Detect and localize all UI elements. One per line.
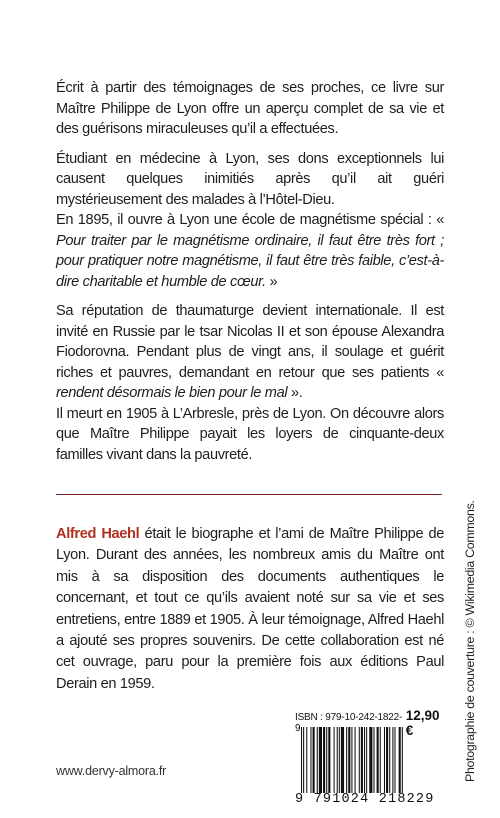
price-label: 12,90 € (405, 708, 440, 738)
author-name: Alfred Haehl (56, 526, 140, 542)
barcode-bar (313, 727, 315, 793)
blurb-paragraph (56, 78, 444, 140)
blurb-paragraph (56, 149, 444, 211)
barcode-bar (334, 727, 335, 793)
barcode-bar (373, 727, 374, 793)
barcode-bar (339, 727, 340, 793)
isbn-label: ISBN : 979-10-242-1822-9 (295, 712, 403, 734)
barcode-bar (386, 727, 388, 793)
barcode-bar (348, 727, 350, 793)
barcode-bar (377, 727, 379, 793)
blurb-paragraph (56, 404, 444, 466)
barcode-bar (355, 727, 356, 793)
barcode-bar (310, 727, 311, 793)
barcode-bar (366, 727, 367, 793)
bio-paragraph (56, 524, 444, 695)
barcode-bar (328, 727, 330, 793)
blurb-text: Il meurt en 1905 à L’Arbresle, près de Lyon. On découvre alors que Maître Philippe payait les loyers de cinquante-deux familles vivant dans la pauvreté. (56, 405, 444, 463)
barcode-bar (402, 727, 403, 793)
barcode-bar (301, 727, 302, 793)
barcode-bar (319, 727, 322, 793)
barcode-bar (384, 727, 385, 793)
back-cover-blurb (56, 78, 444, 465)
blurb-text: En 1895, il ouvre à Lyon une école de magnétisme spécial : « (56, 212, 444, 228)
barcode-digits: 9 791024 218229 (295, 792, 435, 807)
blurb-text: Étudiant en médecine à Lyon, ses dons exceptionnels lui causent quelques inimitiés après qu’il ait guéri mystérieusement des malades à l’Hôtel-Dieu. (56, 150, 444, 208)
isbn-price-row (295, 708, 450, 738)
blurb-text: » (265, 273, 278, 290)
blurb-quote: Pour traiter par le magnétisme ordinaire, il faut être très fort ; pour pratiquer notre magnétisme, il faut être très faible, c’est-à-dire charitable et humble de cœur. (56, 232, 444, 290)
blurb-text: ». (287, 385, 303, 401)
bio-text: était le biographe et l’ami de Maître Philippe de Lyon. Durant des années, les nombreux amis du Maître ont mis à sa disposition des documents authentiques le concernant, et tout ce qu’ils avaient noté sur sa vie et ses entretiens, entre 1889 et 1905. À leur témoignage, Alfred Haehl a ajouté ses propres souvenirs. De cette collaboration est né cet ouvrage, paru pour la première fois aux éditions Paul Derain en 1959. (56, 526, 444, 692)
barcode-bar (361, 727, 363, 793)
barcode-bar (392, 727, 393, 793)
author-bio (56, 524, 444, 695)
barcode-bar (380, 727, 381, 793)
blurb-quote: rendent désormais le bien pour le mal (56, 385, 288, 401)
barcode-bar (359, 727, 360, 793)
blurb-paragraph (56, 301, 444, 404)
barcode-bar (337, 727, 338, 793)
barcode-bar (364, 727, 365, 793)
blurb-text: Écrit à partir des témoignages de ses proches, ce livre sur Maître Philippe de Lyon offre un aperçu complet de sa vie et des guérisons miraculeuses qu’il a effectuées. (56, 80, 444, 137)
barcode-bar (306, 727, 307, 793)
publisher-website: www.dervy-almora.fr (56, 764, 167, 778)
barcode-bar (346, 727, 347, 793)
barcode (295, 727, 451, 793)
barcode-bar (303, 727, 304, 793)
section-divider (56, 494, 442, 495)
barcode-bar (323, 727, 325, 793)
barcode-bar (394, 727, 395, 793)
barcode-bar (351, 727, 352, 793)
barcode-bar (369, 727, 372, 793)
barcode-bar (399, 727, 401, 793)
barcode-bar (341, 727, 344, 793)
barcode-bar (389, 727, 390, 793)
blurb-text: Sa réputation de thaumaturge devient internationale. Il est invité en Russie par le tsar Nicolas II et son épouse Alexandra Fiodorovna. Pendant plus de vingt ans, il soulage et guérit riches et pauvres, demandant en retour que ses patients « (56, 303, 444, 381)
barcode-bar (317, 727, 318, 793)
blurb-paragraph (56, 210, 444, 292)
photo-credit: Photographie de couverture : © Wikimedia Commons. (463, 500, 477, 782)
barcode-bar (326, 727, 327, 793)
